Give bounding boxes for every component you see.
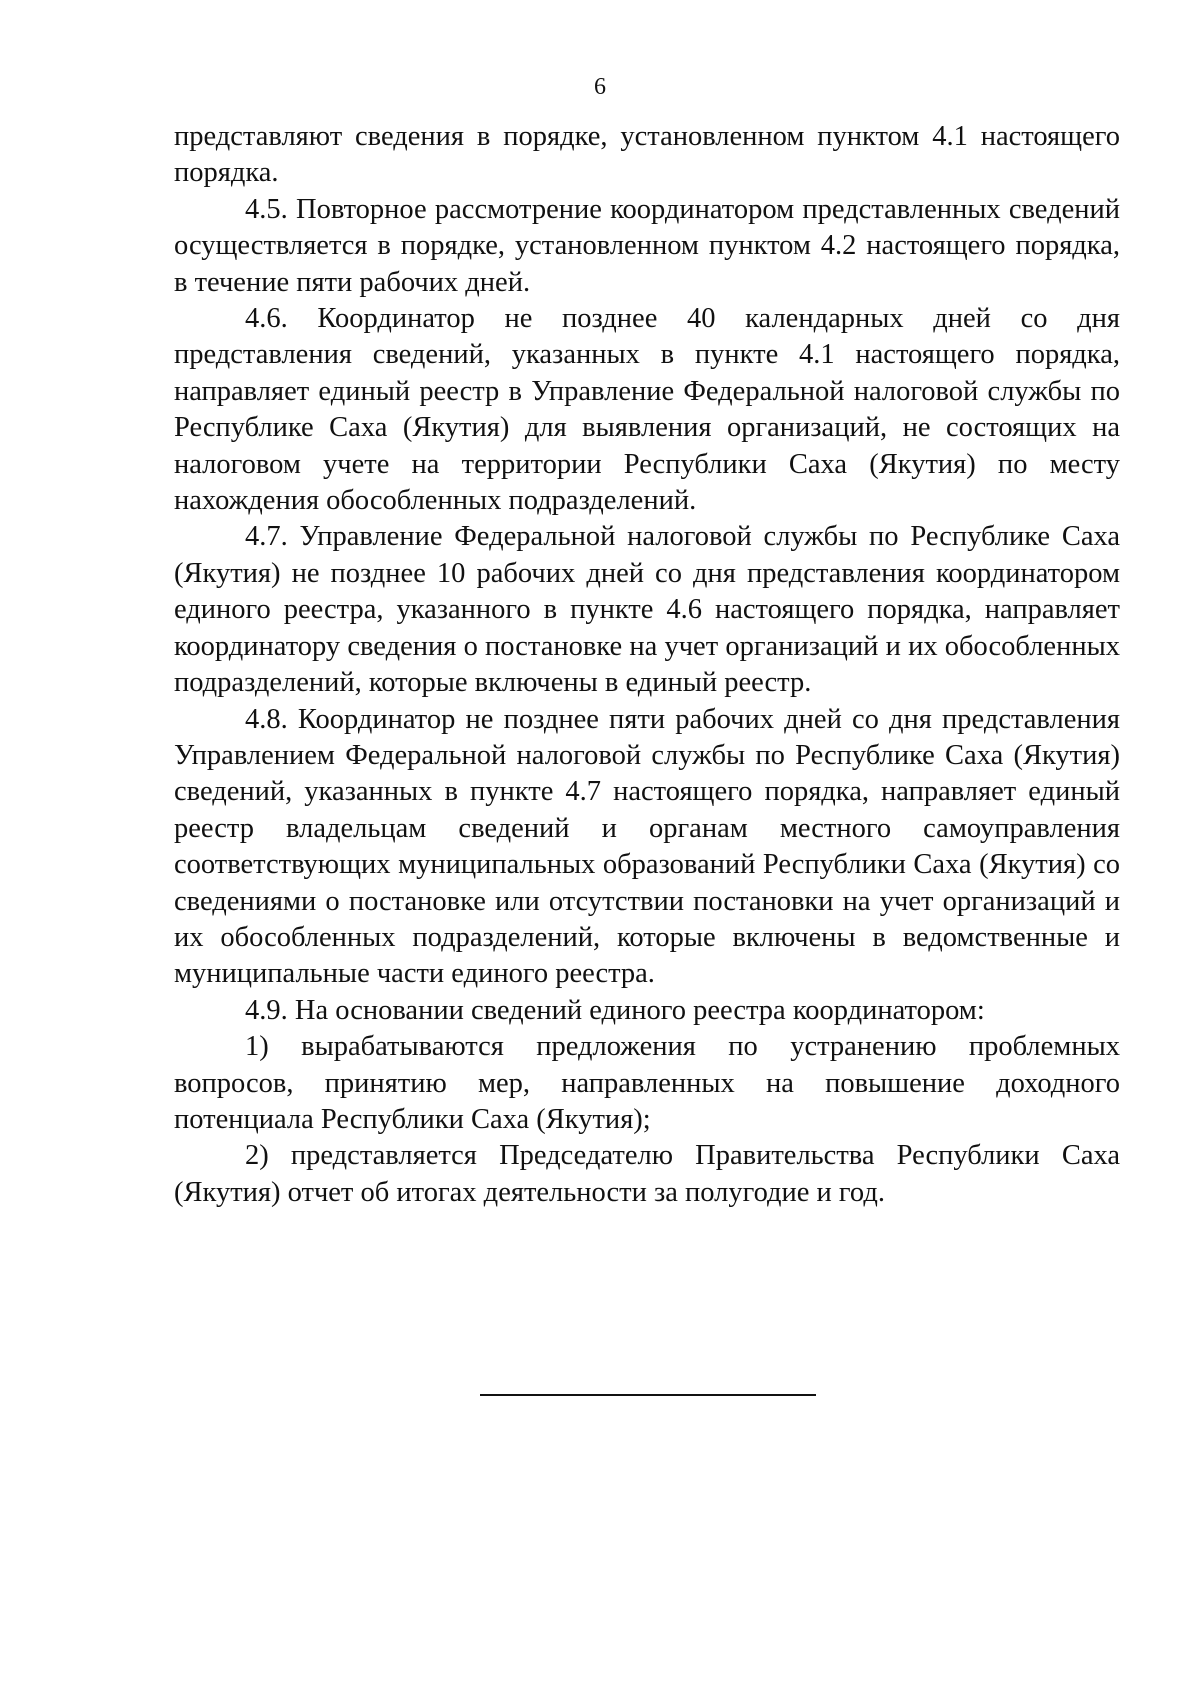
paragraph-4-6: 4.6. Координатор не позднее 40 календарных дней со дня представления сведений, указанных в пункте 4.1 настоящего порядка, направляет единый реестр в Управление Федеральной налоговой службы по Республике Саха (Якутия) для выявления организаций, не состоящих на налоговом учете на территории Республики Саха (Якутия) по месту нахождения обособленных подразделений. [174, 303, 1120, 517]
paragraph-continuation: представляют сведения в порядке, установленном пунктом 4.1 настоящего порядка. [174, 121, 1120, 189]
paragraph-4-8: 4.8. Координатор не позднее пяти рабочих дней со дня представления Управлением Федеральной налоговой службы по Республике Саха (Якутия) сведений, указанных в пункте 4.7 настоящего порядка, направляет единый реестр владельцам сведений и органам местного самоуправления соответствующих муниципальных образований Республики Саха (Якутия) со сведениями о постановке или отсутствии постановки на учет организаций и их обособленных подразделений, которые включены в ведомственные и муниципальные части единого реестра. [174, 703, 1120, 990]
paragraph-4-9: 4.9. На основании сведений единого реестра координатором: [245, 994, 985, 1026]
document-body [174, 119, 1120, 1211]
page-number: 6 [594, 74, 606, 100]
paragraph-4-5: 4.5. Повторное рассмотрение координатором представленных сведений осуществляется в порядке, установленном пунктом 4.2 настоящего порядка, в течение пяти рабочих дней. [174, 193, 1120, 298]
paragraph-4-7: 4.7. Управление Федеральной налоговой службы по Республике Саха (Якутия) не позднее 10 рабочих дней со дня представления координатором единого реестра, указанного в пункте 4.6 настоящего порядка, направляет координатору сведения о постановке на учет организаций и их обособленных подразделений, которые включены в единый реестр. [174, 521, 1120, 699]
list-item-4-9-1: 1) вырабатываются предложения по устранению проблемных вопросов, принятию мер, направленных на повышение доходного потенциала Республики Саха (Якутия); [174, 1031, 1120, 1135]
list-item-4-9-2: 2) представляется Председателю Правительства Республики Саха (Якутия) отчет об итогах деятельности за полугодие и год. [174, 1140, 1120, 1208]
end-of-document-rule [480, 1394, 816, 1396]
